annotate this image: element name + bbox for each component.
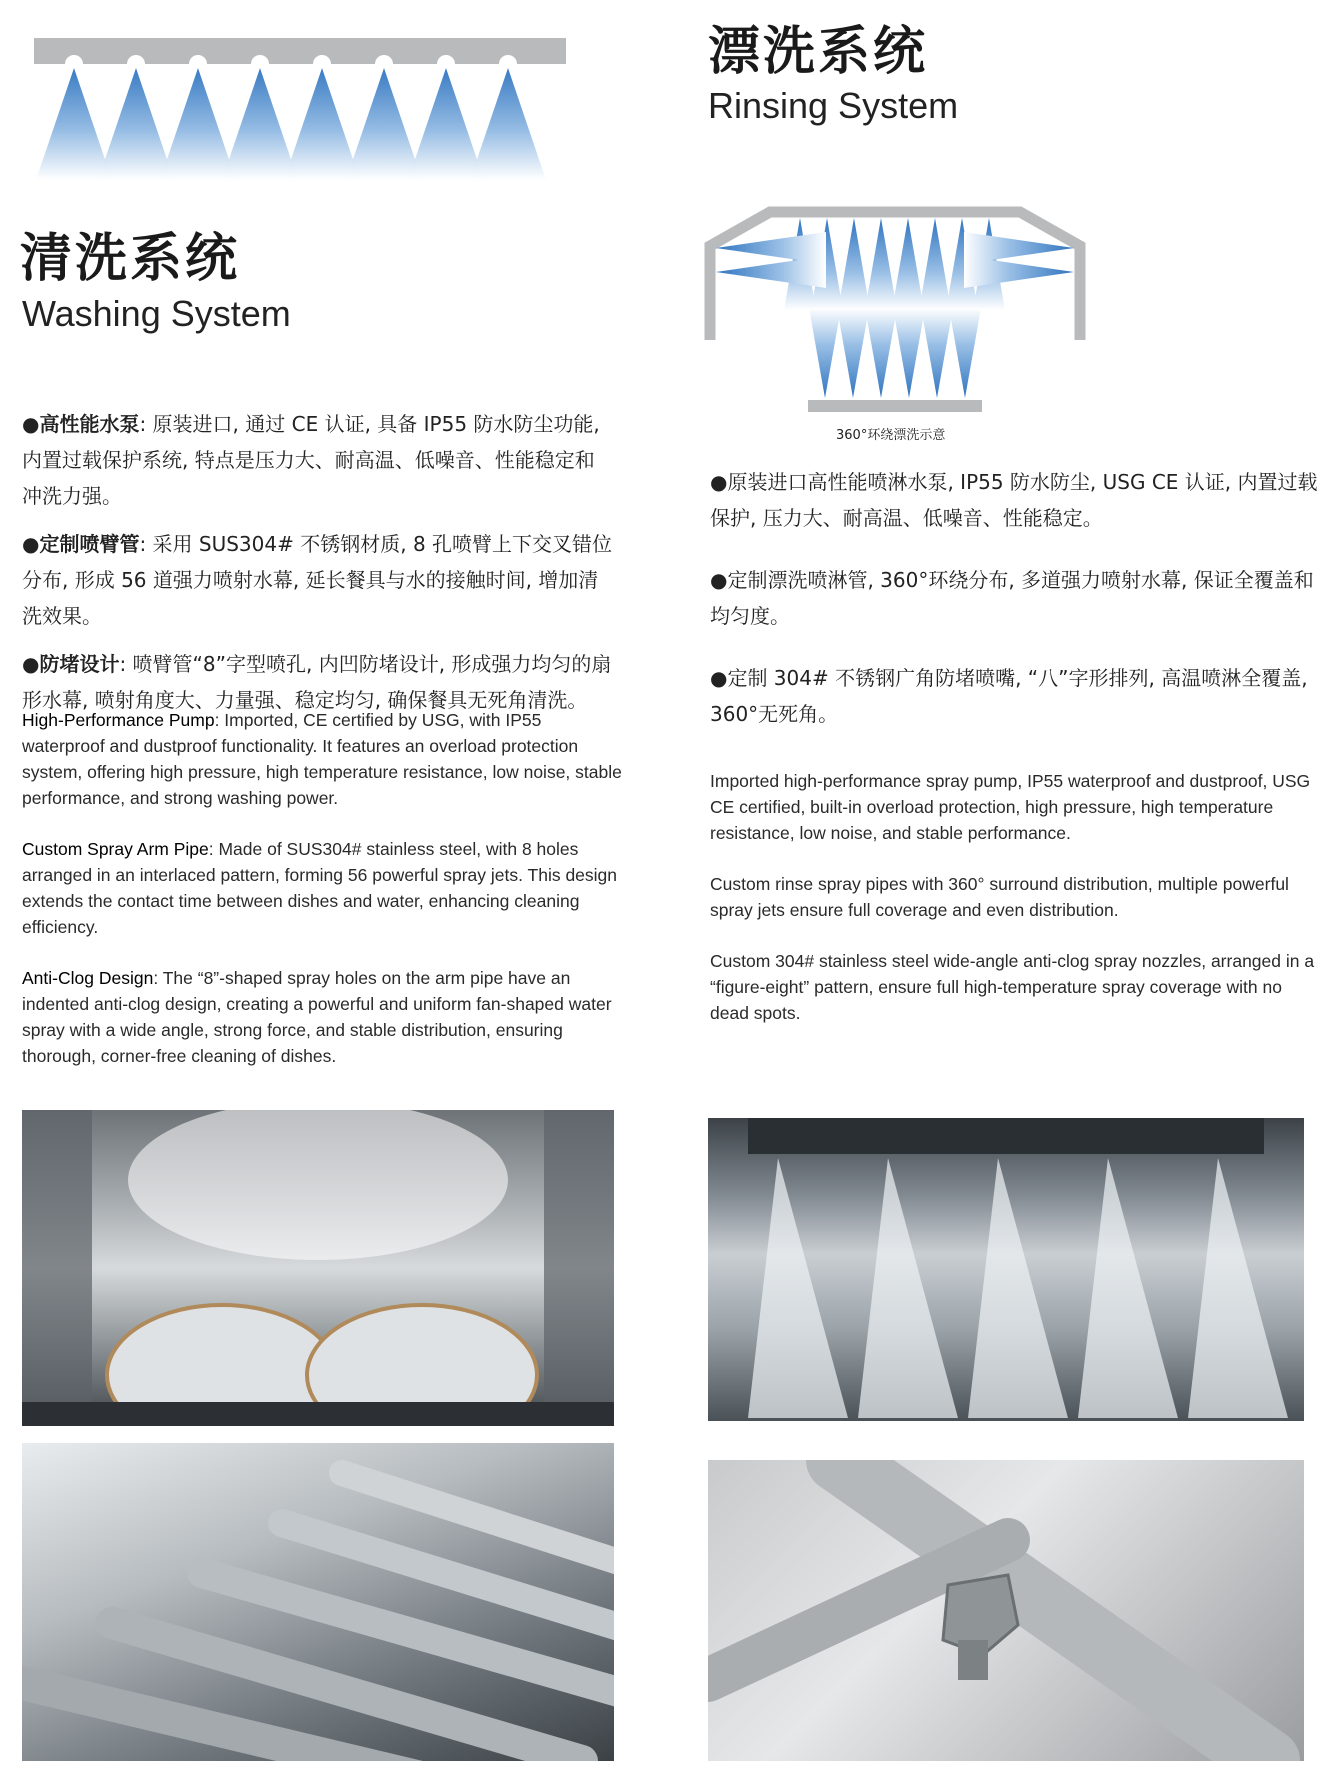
rinsing-diagram-caption: 360°环绕漂洗示意 — [836, 428, 946, 443]
washing-title-cn: 清洗系统 — [20, 229, 241, 289]
rinsing-cn-item: ●原装进口高性能喷淋水泵, IP55 防水防尘, USG CE 认证, 内置过载保护, 压力大、耐高温、低噪音、性能稳定。 — [710, 470, 1318, 530]
wash-spray-jet — [36, 55, 112, 180]
wash-spray-jet — [346, 55, 422, 180]
rinse-spray-illustration — [708, 1118, 1304, 1421]
rinse-bottom-jet — [921, 308, 953, 398]
rinse-top-jet — [919, 218, 951, 310]
washing-cn-section — [22, 406, 614, 730]
rinsing-en-item: Imported high-performance spray pump, IP55 waterproof and dustproof, USG CE certified, built-in overload protection, high pressure, high temperature resistance, low noise, and stable performance. — [710, 771, 1311, 843]
wash-spray-jet — [160, 55, 236, 180]
rinsing-360-diagram — [700, 200, 1100, 420]
rinse-bottom-jet — [809, 308, 841, 398]
rinse-nozzle-photo — [708, 1460, 1304, 1761]
wash-dishes-illustration — [22, 1110, 614, 1426]
washing-cn-item: ●定制喷臂管: 采用 SUS304# 不锈钢材质, 8 孔喷臂上下交叉错位分布, 形成 56 道强力喷射水幕, 延长餐具与水的接触时间, 增加清洗效果。 — [22, 532, 613, 628]
rinse-bottom-jet — [893, 308, 925, 398]
washing-title-en: Washing System — [22, 293, 291, 334]
rinse-bottom-jet — [865, 308, 897, 398]
wash-arms-illustration — [22, 1443, 614, 1761]
rinse-side-jet — [716, 256, 826, 288]
wash-spray-jet — [222, 55, 298, 180]
wash-dishes-photo — [22, 1110, 614, 1426]
wash-arms-photo — [22, 1443, 614, 1761]
rinsing-en-item: Custom 304# stainless steel wide-angle anti-clog spray nozzles, arranged in a “figure-eight” pattern, ensure full high-temperature spray coverage with no dead spots. — [710, 951, 1315, 1023]
washing-cn-item: ●防堵设计: 喷臂管“8”字型喷孔, 内凹防堵设计, 形成强力均匀的扇形水幕, 喷射角度大、力量强、稳定均匀, 确保餐具无死角清洗。 — [22, 652, 612, 712]
rinse-top-jet — [892, 218, 924, 310]
rinsing-en-item: Custom rinse spray pipes with 360° surround distribution, multiple powerful spray jets ensure full coverage and even distribution. — [710, 874, 1289, 920]
rinsing-title-cn: 漂洗系统 — [708, 22, 929, 82]
rinsing-cn-section — [710, 464, 1320, 758]
wash-spray-jet — [98, 55, 174, 180]
rinsing-title-en: Rinsing System — [708, 85, 959, 126]
wash-spray-jet — [408, 55, 484, 180]
spray-pipe-bar — [34, 38, 566, 64]
washing-en-item: High-Performance Pump: Imported, CE certified by USG, with IP55 waterproof and dustproof functionality. It features an overload protection system, offering high pressure, high temperature resistance, low noise, stable performance, and strong washing power. — [22, 710, 622, 808]
rinsing-cn-item: ●定制 304# 不锈钢广角防堵喷嘴, “八”字形排列, 高温喷淋全覆盖, 360°无死角。 — [710, 666, 1308, 726]
wash-spray-jet — [470, 55, 546, 180]
rinsing-cn-item: ●定制漂洗喷淋管, 360°环绕分布, 多道强力喷射水幕, 保证全覆盖和均匀度。 — [710, 568, 1314, 628]
rinse-bottom-jet — [949, 308, 981, 398]
rinse-top-jet — [838, 218, 870, 310]
wash-spray-jet — [284, 55, 360, 180]
rinse-nozzle-illustration — [708, 1460, 1304, 1761]
rinse-side-jet — [964, 256, 1074, 288]
washing-cn-item: ●高性能水泵: 原装进口, 通过 CE 认证, 具备 IP55 防水防尘功能, 内置过载保护系统, 特点是压力大、耐高温、低噪音、性能稳定和冲洗力强。 — [22, 412, 600, 508]
rinse-spray-photo — [708, 1118, 1304, 1421]
washing-en-item: Anti-Clog Design: The “8”-shaped spray holes on the arm pipe have an indented anti-clog design, creating a powerful and uniform fan-shaped water spray with a wide angle, strong force, and stable distribution, ensuring thorough, corner-free cleaning of dishes. — [22, 968, 612, 1066]
washing-en-item: Custom Spray Arm Pipe: Made of SUS304# stainless steel, with 8 holes arranged in an interlaced pattern, forming 56 powerful spray jets. This design extends the contact time between dishes and water, enhancing cleaning efficiency. — [22, 839, 618, 937]
washing-spray-diagram — [30, 30, 570, 180]
rinse-top-jet — [865, 218, 897, 310]
rinse-bottom-pipe — [808, 400, 982, 412]
rinse-bottom-jet — [837, 308, 869, 398]
washing-en-section — [22, 707, 622, 1094]
rinsing-en-section — [710, 768, 1320, 1051]
